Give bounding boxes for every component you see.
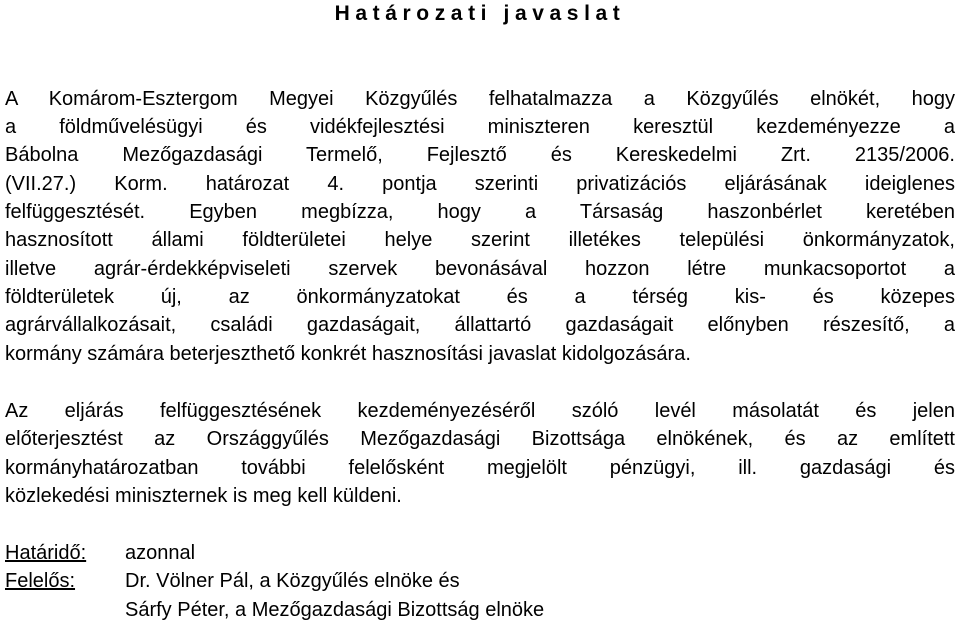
responsible-person: Dr. Völner Pál, a Közgyűlés elnöke és bbox=[125, 570, 460, 592]
paragraph-line: (VII.27.) Korm. határozat 4. pontja szerinti privatizációs eljárásának ideiglenes bbox=[5, 173, 955, 195]
paragraph-line: közlekedési miniszternek is meg kell küldeni. bbox=[5, 485, 402, 507]
paragraph-line: A Komárom-Esztergom Megyei Közgyűlés felhatalmazza a Közgyűlés elnökét, hogy bbox=[5, 88, 955, 110]
paragraph-line: előterjesztést az Országgyűlés Mezőgazdasági Bizottsága elnökének, és az említett bbox=[5, 428, 955, 450]
paragraph-line: agrárvállalkozásait, családi gazdaságait, állattartó gazdaságait előnyben részesítő, a bbox=[5, 314, 955, 336]
deadline-label: Határidő: bbox=[5, 542, 87, 564]
paragraph-line: földterületek új, az önkormányzatokat és a térség kis- és közepes bbox=[5, 286, 955, 308]
document-title: Határozati javaslat bbox=[334, 2, 626, 25]
paragraph-line: a földművelésügyi és vidékfejlesztési miniszteren keresztül kezdeményezze a bbox=[5, 116, 955, 138]
paragraph-line: hasznosított állami földterületei helye szerint illetékes települési önkormányzatok, bbox=[5, 229, 955, 251]
paragraph-line: felfüggesztését. Egyben megbízza, hogy a Társaság haszonbérlet keretében bbox=[5, 201, 955, 223]
paragraph-line: kormány számára beterjeszthető konkrét hasznosítási javaslat kidolgozására. bbox=[5, 343, 691, 365]
paragraph-line: Az eljárás felfüggesztésének kezdeményezéséről szóló levél másolatát és jelen bbox=[5, 400, 955, 422]
paragraph-line: kormányhatározatban további felelősként megjelölt pénzügyi, ill. gazdasági és bbox=[5, 457, 955, 479]
deadline-value: azonnal bbox=[125, 542, 196, 564]
responsible-person: Sárfy Péter, a Mezőgazdasági Bizottság elnöke bbox=[125, 599, 545, 621]
paragraph-line: illetve agrár-érdekképviseleti szervek bevonásával hozzon létre munkacsoportot a bbox=[5, 258, 955, 280]
paragraph-line: Bábolna Mezőgazdasági Termelő, Fejlesztő és Kereskedelmi Zrt. 2135/2006. bbox=[5, 144, 955, 166]
responsible-label: Felelős: bbox=[5, 570, 76, 592]
